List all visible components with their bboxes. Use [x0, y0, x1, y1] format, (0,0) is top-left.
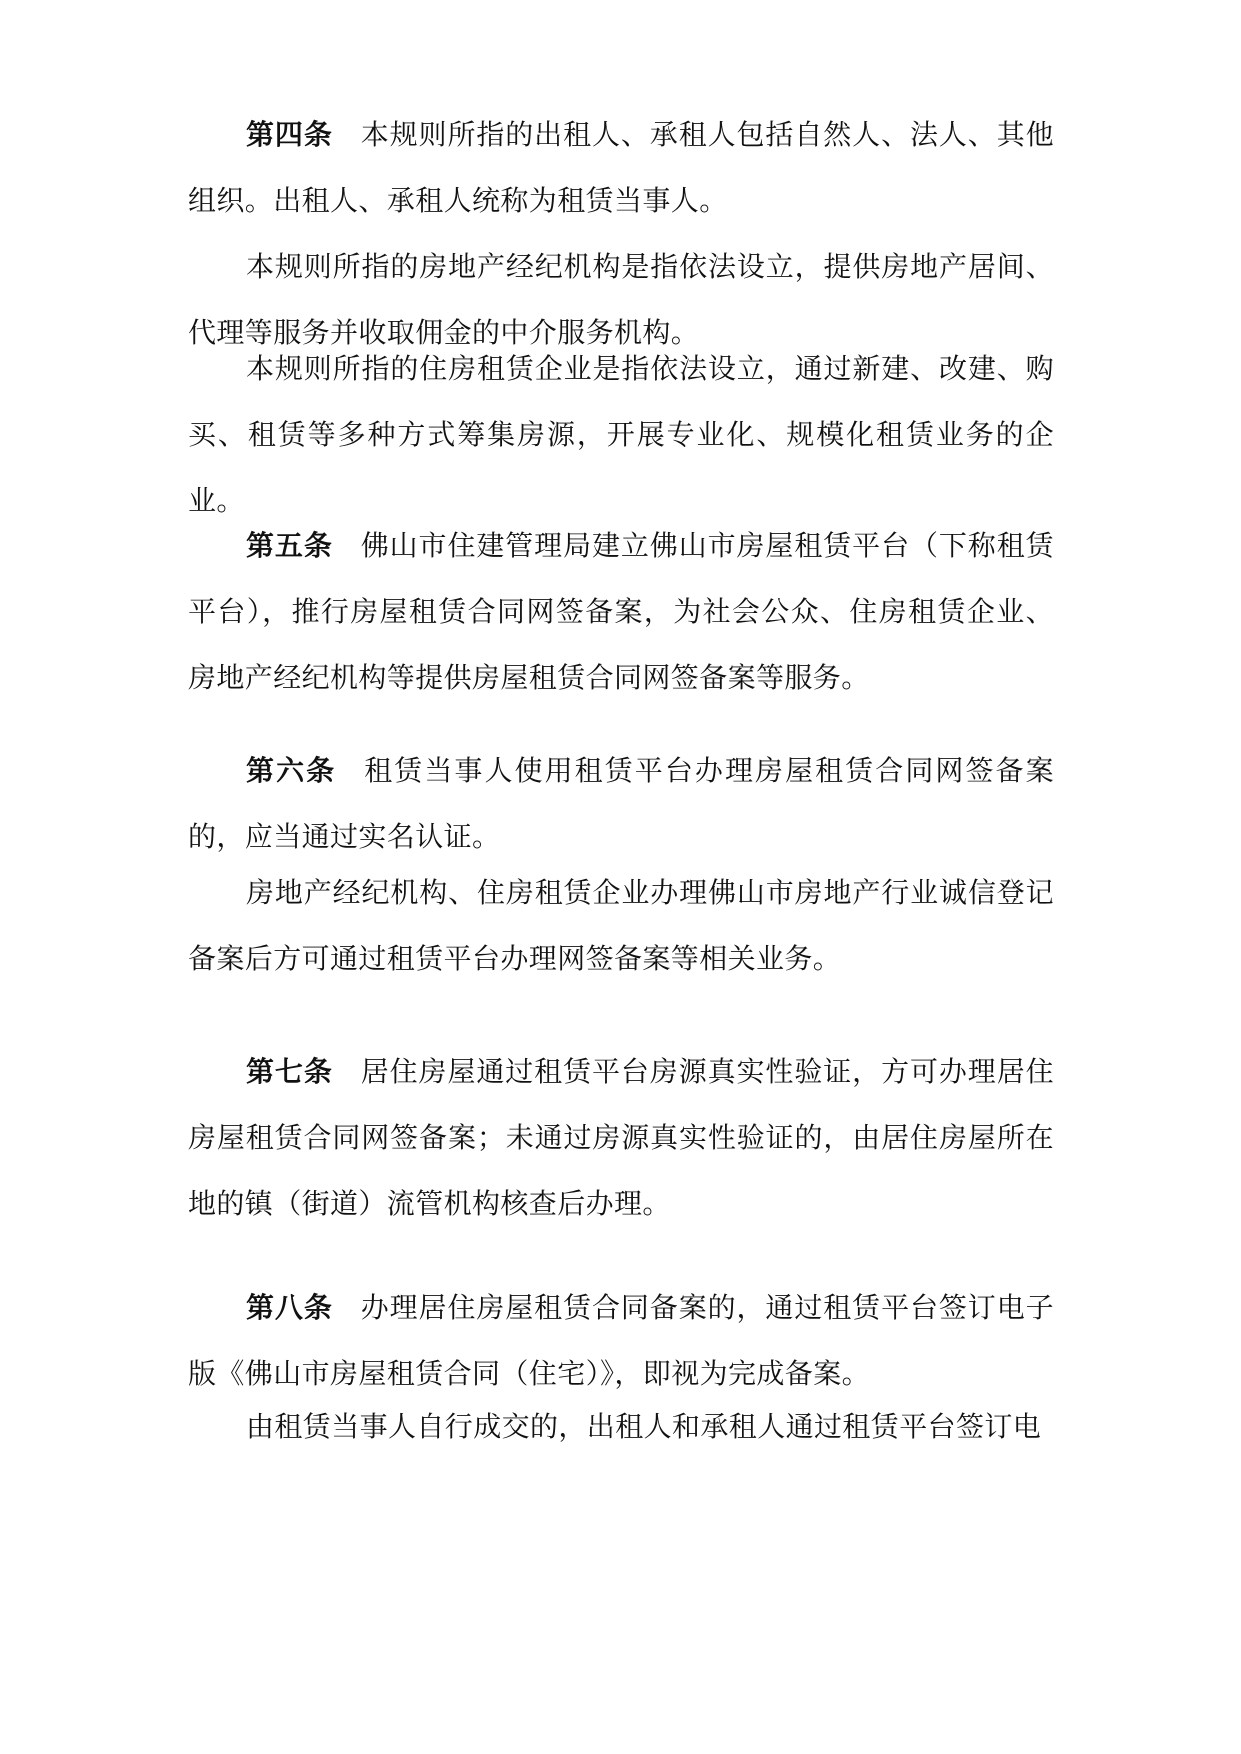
article-6-text-2: 房地产经纪机构、住房租赁企业办理佛山市房地产行业诚信登记备案后方可通过租赁平台办理网签备案等相关业务。 — [188, 876, 1054, 975]
article-7-label: 第七条 — [246, 1055, 333, 1088]
article-7-paragraph-1 — [188, 1039, 1054, 1237]
article-8-label: 第八条 — [246, 1291, 333, 1324]
article-8-text-1: 办理居住房屋租赁合同备案的，通过租赁平台签订电子版《佛山市房屋租赁合同（住宅）》，即视为完成备案。 — [188, 1291, 1055, 1390]
article-5-label: 第五条 — [246, 529, 333, 562]
article-8-paragraph-2 — [188, 1394, 1054, 1460]
article-8-paragraph-1 — [188, 1275, 1054, 1407]
article-4-label: 第四条 — [246, 118, 333, 151]
article-4-text-3: 本规则所指的住房租赁企业是指依法设立，通过新建、改建、购买、租赁等多种方式筹集房源，开展专业化、规模化租赁业务的企业。 — [188, 352, 1054, 517]
article-5-text-1: 佛山市住建管理局建立佛山市房屋租赁平台（下称租赁平台），推行房屋租赁合同网签备案，为社会公众、住房租赁企业、房地产经纪机构等提供房屋租赁合同网签备案等服务。 — [188, 529, 1055, 694]
article-6-paragraph-1 — [188, 738, 1054, 870]
article-6-text-1: 租赁当事人使用租赁平台办理房屋租赁合同网签备案的，应当通过实名认证。 — [188, 754, 1055, 853]
article-4-text-1: 本规则所指的出租人、承租人包括自然人、法人、其他组织。出租人、承租人统称为租赁当事人。 — [188, 118, 1055, 217]
article-4-text-2: 本规则所指的房地产经纪机构是指依法设立，提供房地产居间、代理等服务并收取佣金的中介服务机构。 — [188, 250, 1054, 349]
article-6-paragraph-2 — [188, 860, 1054, 992]
article-8-text-2: 由租赁当事人自行成交的，出租人和承租人通过租赁平台签订电 — [246, 1410, 1042, 1443]
article-4-paragraph-1 — [188, 102, 1054, 234]
article-6-label: 第六条 — [246, 754, 337, 787]
article-5-paragraph-1 — [188, 513, 1054, 711]
article-4-paragraph-3 — [188, 336, 1054, 534]
article-7-text-1: 居住房屋通过租赁平台房源真实性验证，方可办理居住房屋租赁合同网签备案；未通过房源真实性验证的，由居住房屋所在地的镇（街道）流管机构核查后办理。 — [188, 1055, 1055, 1220]
